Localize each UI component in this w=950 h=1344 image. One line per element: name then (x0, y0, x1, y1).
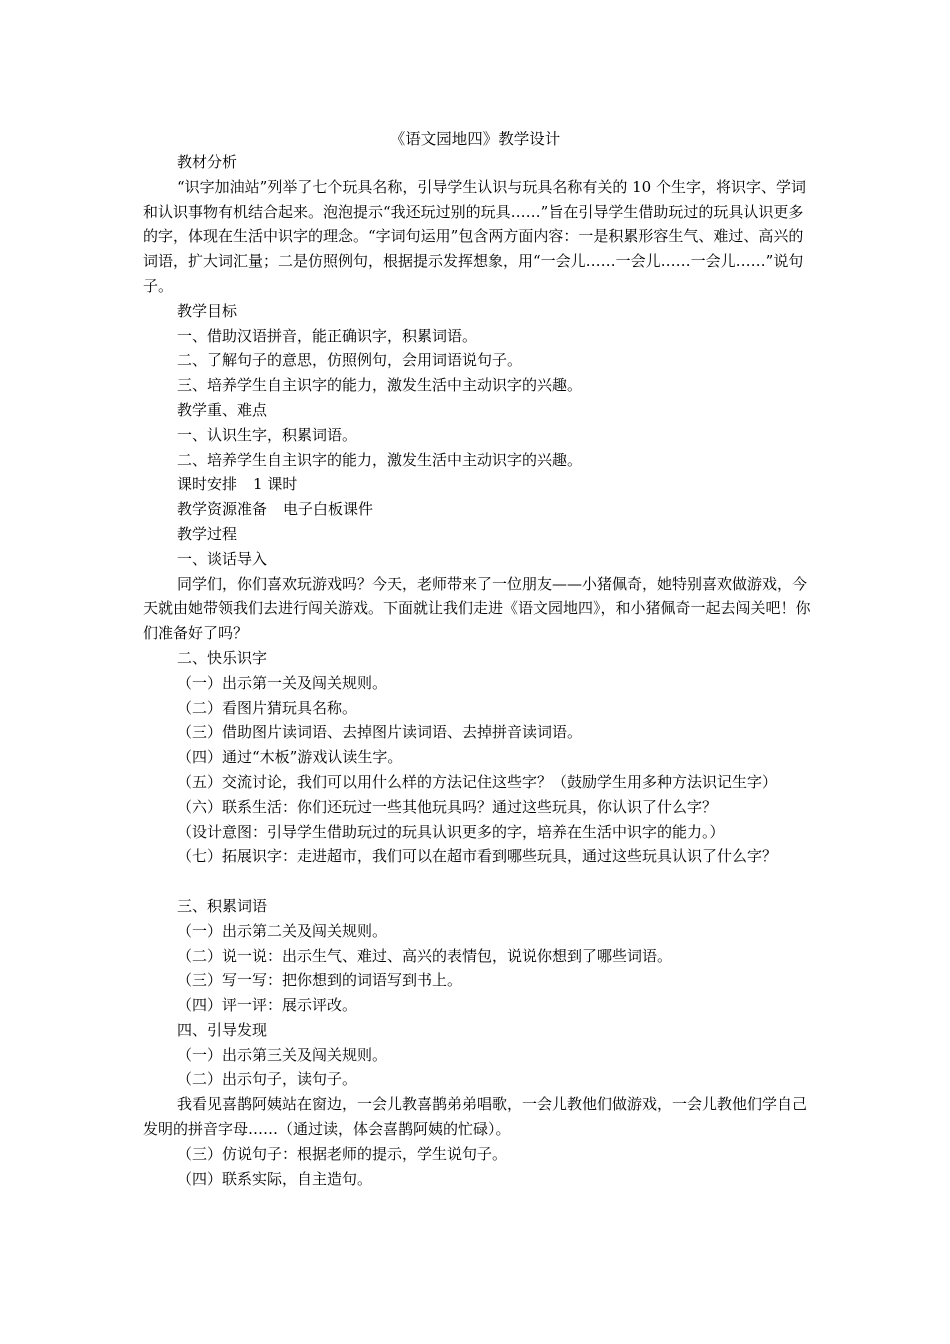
resources-label: 教学资源准备 (177, 500, 268, 519)
resources-value: 电子白板课件 (283, 500, 374, 519)
step3-item: （四）评一评：展示评改。 (177, 996, 358, 1015)
goal-item: 一、借助汉语拼音，能正确识字，积累词语。 (177, 326, 478, 345)
step2-item: （六）联系生活：你们还玩过一些其他玩具吗？通过这些玩具，你认识了什么字？ (177, 797, 718, 816)
goal-item: 二、了解句子的意思，仿照例句，会用词语说句子。 (177, 351, 523, 370)
goals-heading: 教学目标 (177, 301, 238, 320)
step4-example-sentence: 我看见喜鹊阿姨站在窗边，一会儿教喜鹊弟弟唱歌，一会儿教他们做游戏，一会儿教他们学自己发明的拼音字母……（通过读，体会喜鹊阿姨的忙碌）。 (143, 1095, 808, 1139)
step3-heading: 三、积累词语 (177, 896, 268, 915)
step4-item: （二）出示句子，读句子。 (177, 1070, 358, 1089)
schedule-line (143, 472, 815, 497)
process-heading: 教学过程 (177, 524, 238, 543)
key-point-item: 二、培养学生自主识字的能力，激发生活中主动识字的兴趣。 (177, 450, 583, 469)
step2-item: （五）交流讨论，我们可以用什么样的方法记住这些字？（鼓励学生用多种方法识记生字） (177, 772, 778, 791)
goal-item: 三、培养学生自主识字的能力，激发生活中主动识字的兴趣。 (177, 376, 583, 395)
step2-heading: 二、快乐识字 (177, 648, 268, 667)
key-point-item: 一、认识生字，积累词语。 (177, 425, 358, 444)
step4-item: （一）出示第三关及闯关规则。 (177, 1045, 388, 1064)
analysis-heading: 教材分析 (177, 153, 238, 171)
resources-line (143, 497, 815, 522)
step2-item: （二）看图片猜玩具名称。 (177, 698, 358, 717)
step2-item: （七）拓展识字：走进超市，我们可以在超市看到哪些玩具，通过这些玩具认识了什么字？ (177, 847, 778, 866)
document-body (143, 150, 815, 1191)
step3-item: （三）写一写：把你想到的词语写到书上。 (177, 971, 463, 990)
key-points-heading: 教学重、难点 (177, 400, 268, 419)
blank-line (143, 869, 815, 894)
step3-item: （一）出示第二关及闯关规则。 (177, 921, 388, 940)
schedule-value: 1 课时 (253, 475, 298, 494)
step2-item: （四）通过“木板”游戏认读生字。 (177, 748, 403, 767)
step2-design-note: （设计意图：引导学生借助玩过的玩具认识更多的字，培养在生活中识字的能力。） (177, 822, 725, 841)
schedule-label: 课时安排 (177, 475, 238, 494)
step3-item: （二）说一说：出示生气、难过、高兴的表情包，说说你想到了哪些词语。 (177, 946, 673, 965)
analysis-paragraph: “识字加油站”列举了七个玩具名称，引导学生认识与玩具名称有关的 10 个生字，将识字、学词和认识事物有机结合起来。泡泡提示“我还玩过别的玩具……”旨在引导学生借助玩过的玩具认识更多的字，体现在生活中识字的理念。“字词句运用”包含两方面内容：一是积累形容生气、难过、高兴的词语，扩大词汇量；二是仿照例句，根据提示发挥想象，用“一会儿……一会儿……一会儿……”说句子。 (143, 177, 806, 295)
step1-heading: 一、谈话导入 (177, 549, 268, 568)
step4-item: （三）仿说句子：根据老师的提示，学生说句子。 (177, 1144, 508, 1163)
step4-heading: 四、引导发现 (177, 1020, 268, 1039)
step2-item: （三）借助图片读词语、去掉图片读词语、去掉拼音读词语。 (177, 723, 583, 742)
step1-paragraph: 同学们，你们喜欢玩游戏吗？今天，老师带来了一位朋友——小猪佩奇，她特别喜欢做游戏，今天就由她带领我们去进行闯关游戏。下面就让我们走进《语文园地四》，和小猪佩奇一起去闯关吧！你们准备好了吗？ (143, 574, 811, 643)
document-title: 《语文园地四》教学设计 (389, 130, 561, 148)
step4-item: （四）联系实际，自主造句。 (177, 1169, 373, 1188)
step2-item: （一）出示第一关及闯关规则。 (177, 673, 388, 692)
